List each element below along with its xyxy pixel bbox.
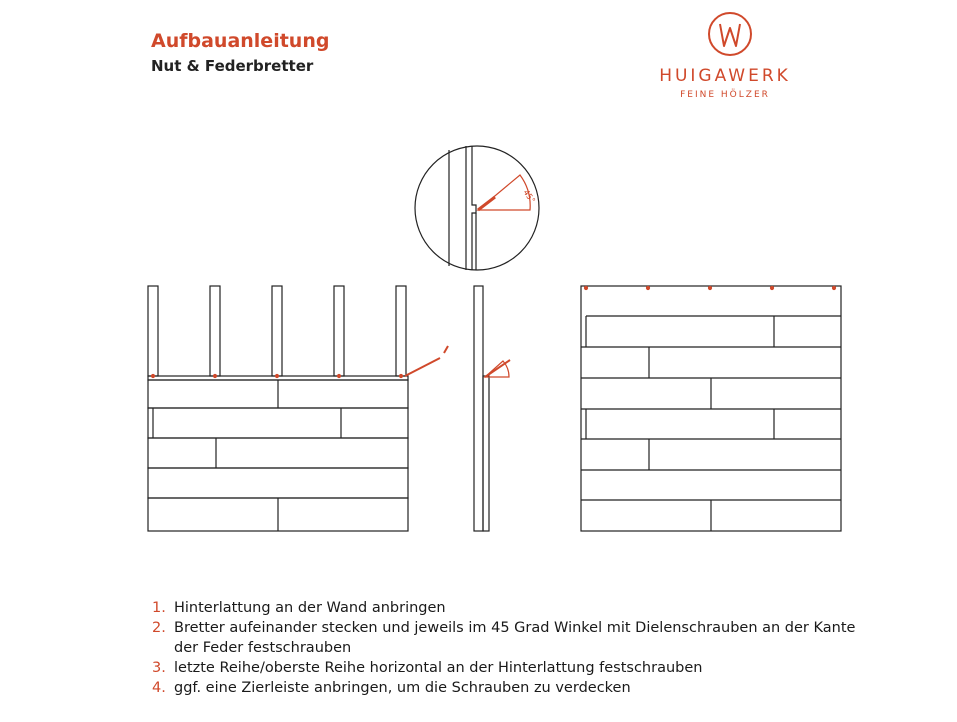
right-wall-boards [581,286,841,531]
list-item [152,618,872,658]
brand-tagline: FEINE HÖLZER [680,90,770,100]
list-item [152,678,872,698]
screw-markers [151,286,835,377]
page-title: Aufbauanleitung [151,30,330,52]
step-text: Bretter aufeinander stecken und jeweils im 45 Grad Winkel mit Dielenschrauben an der Kante der Feder festschrauben [174,620,856,656]
step-text: Hinterlattung an der Wand anbringen [174,600,446,616]
step-text: ggf. eine Zierleiste anbringen, um die Schrauben zu verdecken [174,680,631,696]
list-item [152,598,872,618]
angle-label: 45° [521,187,537,205]
page-subtitle: Nut & Federbretter [151,57,314,75]
step-number: 3. [152,660,166,676]
list-item [152,658,872,678]
step-number: 1. [152,600,166,616]
left-wall-boards [148,376,408,531]
side-profile [474,286,489,531]
detail-magnifier [415,146,539,270]
battens [148,286,406,376]
brand-name: HUIGAWERK [659,66,791,86]
instruction-list [152,598,872,698]
step-number: 4. [152,680,166,696]
step-number: 2. [152,620,166,636]
step-text: letzte Reihe/oberste Reihe horizontal an der Hinterlattung festschrauben [174,660,703,676]
